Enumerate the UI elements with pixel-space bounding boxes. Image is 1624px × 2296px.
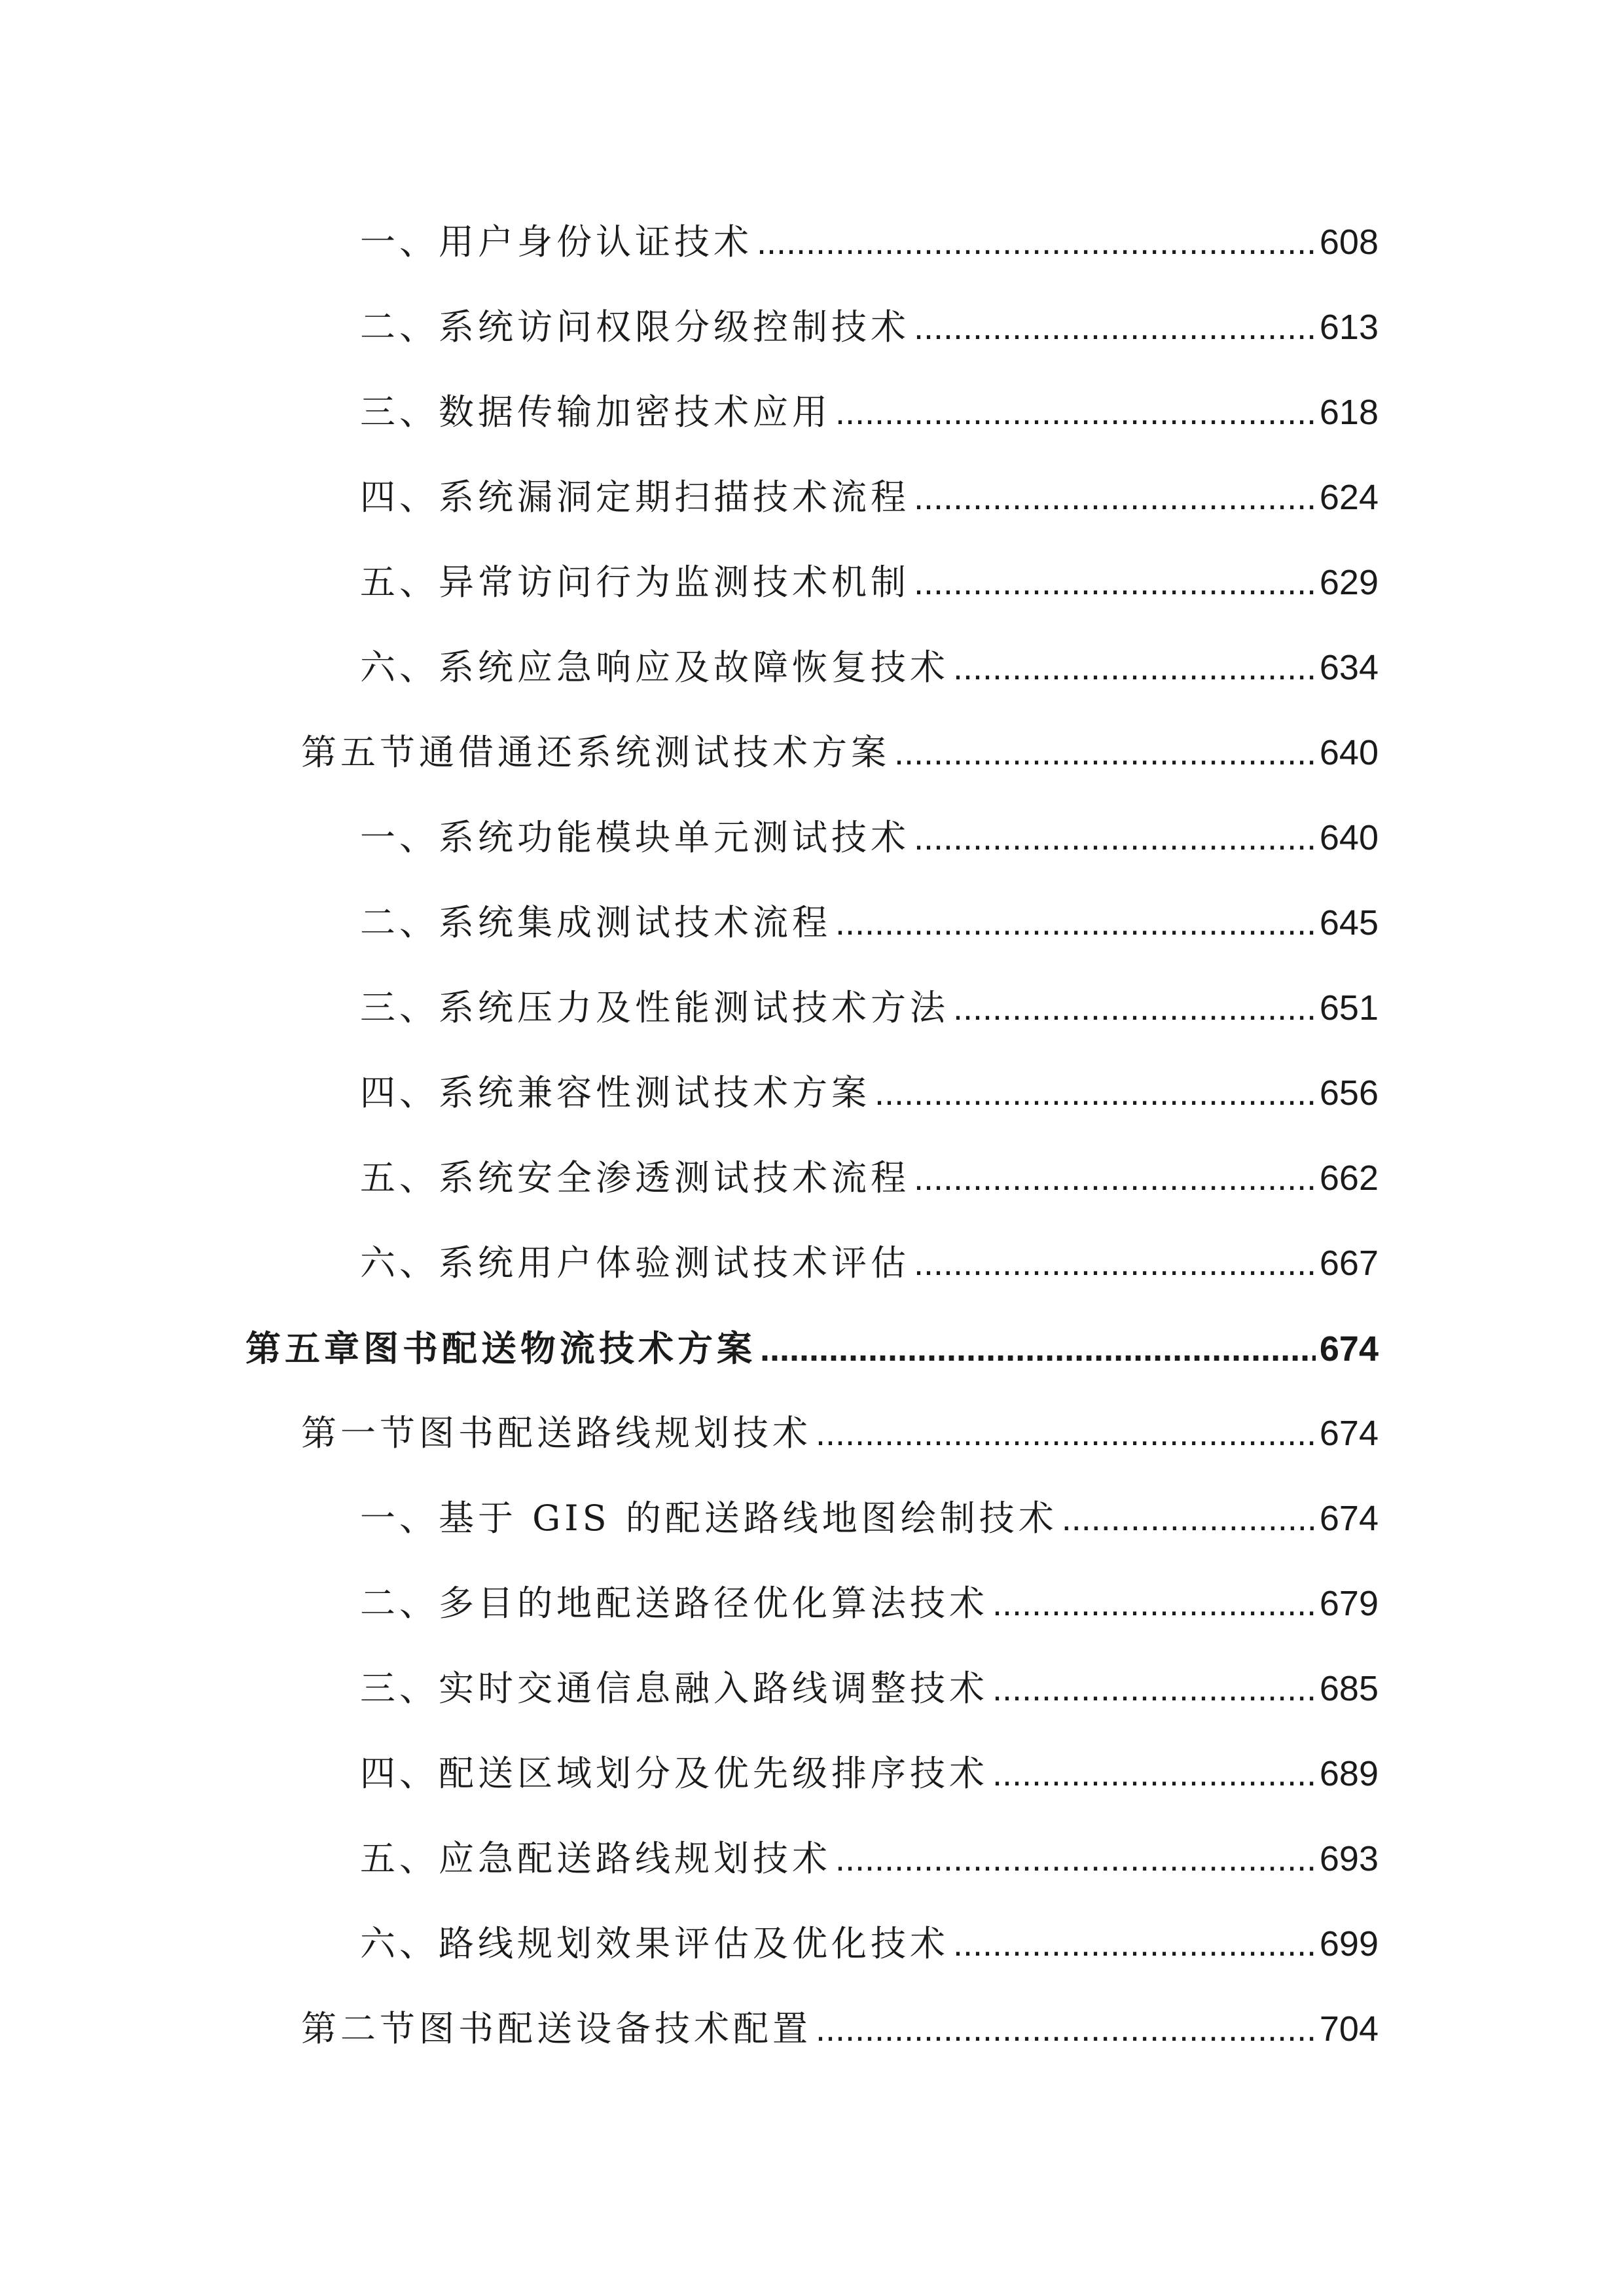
toc-leader-dots bbox=[992, 1662, 1316, 1715]
toc-leader-dots bbox=[914, 812, 1316, 864]
toc-entry-page: 693 bbox=[1319, 1839, 1379, 1878]
toc-entry-page: 634 bbox=[1319, 648, 1379, 687]
toc-entry-title: 第一节图书配送路线规划技术 bbox=[301, 1412, 812, 1454]
toc-leader-dots bbox=[914, 471, 1316, 524]
toc-entry[interactable] bbox=[360, 1492, 1379, 1545]
toc-entry[interactable] bbox=[360, 1748, 1379, 1800]
toc-entry-title: 四、系统兼容性测试技术方案 bbox=[360, 1072, 871, 1113]
toc-entry-title: 四、配送区域划分及优先级排序技术 bbox=[360, 1753, 988, 1794]
toc-entry[interactable] bbox=[360, 982, 1379, 1034]
toc-entry-page: 674 bbox=[1319, 1499, 1379, 1538]
toc-entry-title: 一、系统功能模块单元测试技术 bbox=[360, 817, 910, 858]
toc-leader-dots bbox=[992, 1577, 1316, 1630]
toc-entry-title: 第二节图书配送设备技术配置 bbox=[301, 2008, 812, 2049]
toc-leader-dots bbox=[875, 1067, 1316, 1119]
toc-entry-page: 645 bbox=[1319, 903, 1379, 942]
toc-entry[interactable] bbox=[360, 1237, 1379, 1289]
toc-entry-title: 六、路线规划效果评估及优化技术 bbox=[360, 1923, 949, 1964]
toc-entry-page: 629 bbox=[1319, 563, 1379, 602]
toc-leader-dots bbox=[953, 641, 1316, 694]
toc-entry-title: 三、系统压力及性能测试技术方法 bbox=[360, 987, 949, 1028]
toc-leader-dots bbox=[1062, 1492, 1316, 1545]
toc-entry-page: 608 bbox=[1319, 223, 1379, 262]
toc-entry-title: 五、应急配送路线规划技术 bbox=[360, 1838, 831, 1879]
toc-entry[interactable] bbox=[360, 812, 1379, 864]
toc-entry-section[interactable] bbox=[301, 726, 1379, 779]
toc-entry-page: 704 bbox=[1319, 2009, 1379, 2049]
toc-entry[interactable] bbox=[360, 1067, 1379, 1119]
toc-entry-section[interactable] bbox=[301, 1407, 1379, 1460]
toc-entry[interactable] bbox=[360, 641, 1379, 694]
toc-entry-title: 第五节通借通还系统测试技术方案 bbox=[301, 732, 890, 773]
toc-entry-page: 679 bbox=[1319, 1584, 1379, 1623]
toc-entry[interactable] bbox=[360, 1152, 1379, 1204]
toc-leader-dots bbox=[894, 726, 1316, 779]
toc-leader-dots bbox=[914, 556, 1316, 609]
toc-entry-title: 五、异常访问行为监测技术机制 bbox=[360, 562, 910, 603]
toc-entry-page: 656 bbox=[1319, 1073, 1379, 1113]
toc-entry[interactable] bbox=[360, 1577, 1379, 1630]
toc-leader-dots bbox=[760, 1323, 1316, 1375]
toc-entry-page: 667 bbox=[1319, 1244, 1379, 1283]
toc-leader-dots bbox=[914, 301, 1316, 353]
toc-leader-dots bbox=[835, 386, 1316, 439]
toc-leader-dots bbox=[914, 1152, 1316, 1204]
toc-leader-dots bbox=[835, 1833, 1316, 1885]
toc-entry-chapter[interactable] bbox=[245, 1322, 1379, 1374]
toc-entry-page: 618 bbox=[1319, 393, 1379, 432]
toc-entry-page: 624 bbox=[1319, 478, 1379, 517]
toc-entry-title: 三、数据传输加密技术应用 bbox=[360, 391, 831, 433]
toc-entry-title: 一、用户身份认证技术 bbox=[360, 221, 753, 262]
toc-entry-title: 第五章图书配送物流技术方案 bbox=[245, 1327, 756, 1369]
toc-entry-page: 651 bbox=[1319, 988, 1379, 1028]
toc-entry-page: 640 bbox=[1319, 733, 1379, 772]
toc-leader-dots bbox=[816, 1407, 1316, 1460]
toc-entry-title: 三、实时交通信息融入路线调整技术 bbox=[360, 1668, 988, 1709]
toc-leader-dots bbox=[835, 897, 1316, 949]
toc-entry-title: 六、系统用户体验测试技术评估 bbox=[360, 1242, 910, 1283]
toc-entry-page: 613 bbox=[1319, 308, 1379, 347]
toc-entry[interactable] bbox=[360, 471, 1379, 524]
toc-entry-title: 二、系统集成测试技术流程 bbox=[360, 902, 831, 943]
toc-entry-page: 640 bbox=[1319, 818, 1379, 857]
toc-entry-page: 689 bbox=[1319, 1754, 1379, 1793]
toc-entry[interactable] bbox=[360, 1662, 1379, 1715]
toc-entry-title: 五、系统安全渗透测试技术流程 bbox=[360, 1157, 910, 1198]
toc-leader-dots bbox=[953, 982, 1316, 1034]
toc-entry-title: 六、系统应急响应及故障恢复技术 bbox=[360, 647, 949, 688]
toc-entry-section[interactable] bbox=[301, 2003, 1379, 2055]
toc-leader-dots bbox=[992, 1748, 1316, 1800]
toc-entry-title: 二、系统访问权限分级控制技术 bbox=[360, 306, 910, 348]
toc-entry[interactable] bbox=[360, 301, 1379, 353]
toc-leader-dots bbox=[914, 1237, 1316, 1289]
toc-entry-title: 一、基于 GIS 的配送路线地图绘制技术 bbox=[360, 1498, 1058, 1539]
toc-entry[interactable] bbox=[360, 216, 1379, 268]
toc-entry[interactable] bbox=[360, 556, 1379, 609]
toc-leader-dots bbox=[816, 2003, 1316, 2055]
toc-entry-page: 662 bbox=[1319, 1158, 1379, 1198]
toc-entry-page: 674 bbox=[1319, 1414, 1379, 1453]
toc-entry[interactable] bbox=[360, 897, 1379, 949]
toc-entry-page: 699 bbox=[1319, 1924, 1379, 1964]
toc-entry-page: 674 bbox=[1319, 1329, 1379, 1369]
toc-entry-title: 二、多目的地配送路径优化算法技术 bbox=[360, 1583, 988, 1624]
toc-entry-page: 685 bbox=[1319, 1669, 1379, 1708]
toc-leader-dots bbox=[953, 1918, 1316, 1970]
toc-leader-dots bbox=[757, 216, 1316, 268]
toc-entry[interactable] bbox=[360, 1918, 1379, 1970]
toc-entry-title: 四、系统漏洞定期扫描技术流程 bbox=[360, 476, 910, 518]
toc-entry[interactable] bbox=[360, 1833, 1379, 1885]
toc-entry[interactable] bbox=[360, 386, 1379, 439]
